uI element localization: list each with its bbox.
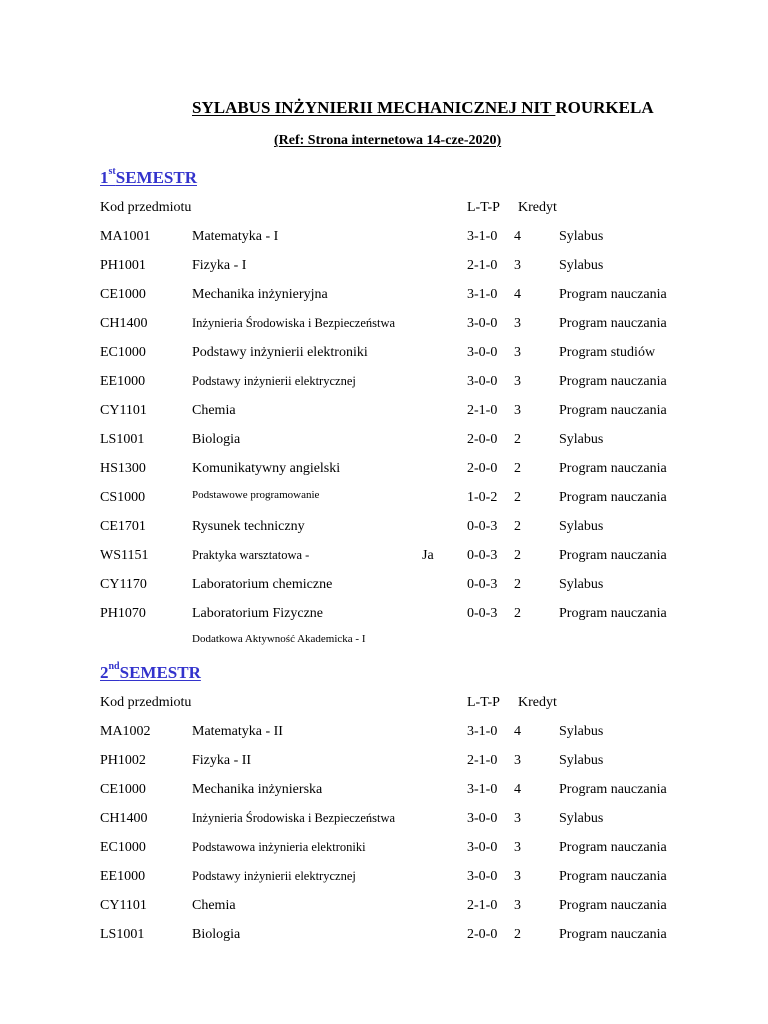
course-syllabus: Program nauczania [559,927,667,942]
course-code: PH1070 [100,606,146,621]
course-ltp: 3-0-0 [467,811,498,826]
semester-1-suffix: st [108,166,116,178]
table-row [0,753,768,773]
course-name: Inżynieria Środowiska i Bezpieczeństwa [192,316,396,330]
semester-2-number: 2 [100,663,109,682]
table-row [0,548,768,568]
course-name: Laboratorium chemiczne [192,577,333,592]
course-name: Chemia [192,403,236,418]
header-credit: Kredyt [518,200,557,215]
course-name: Komunikatywny angielski [192,461,341,476]
course-ltp: 0-0-3 [467,577,498,592]
semester-2-table-header [0,695,768,715]
course-syllabus: Program studiów [559,345,656,360]
course-syllabus: Sylabus [559,258,604,273]
table-row [0,432,768,452]
course-code: WS1151 [100,548,149,563]
table-row [0,782,768,802]
course-ltp: 3-0-0 [467,345,498,360]
course-credit: 4 [514,229,521,244]
course-code: CH1400 [100,316,148,331]
course-ltp: 3-0-0 [467,869,498,884]
semester-1-heading [100,168,197,188]
course-credit: 2 [514,577,521,592]
course-credit: 3 [514,258,521,273]
table-row [0,258,768,278]
course-syllabus: Sylabus [559,577,604,592]
course-syllabus: Program nauczania [559,782,667,797]
header-ltp: L-T-P [467,200,500,215]
course-ltp: 0-0-3 [467,548,498,563]
course-syllabus: Program nauczania [559,606,667,621]
course-code: CY1170 [100,577,147,592]
course-syllabus: Program nauczania [559,403,667,418]
table-row [0,345,768,365]
course-credit: 2 [514,548,521,563]
course-credit: 2 [514,432,521,447]
course-syllabus: Sylabus [559,753,604,768]
table-row [0,287,768,307]
course-ltp: 3-1-0 [467,724,498,739]
semester-1-label: SEMESTR [115,168,197,187]
course-name: Dodatkowa Aktywność Akademicka - I [192,633,366,645]
reference-note: (Ref: Strona internetowa 14-cze-2020) [274,133,502,148]
semester-1-number: 1 [100,168,109,187]
course-syllabus: Program nauczania [559,374,667,389]
course-ltp: 2-1-0 [467,403,498,418]
course-name: Podstawy inżynierii elektrycznej [192,869,356,883]
table-row [0,374,768,394]
header-credit: Kredyt [518,695,557,710]
course-syllabus: Program nauczania [559,316,667,331]
course-ltp: 0-0-3 [467,606,498,621]
course-syllabus: Sylabus [559,432,604,447]
semester-1-table-header [0,200,768,220]
course-credit: 2 [514,461,521,476]
document-title-rest: ROURKELA [555,98,654,117]
course-code: CS1000 [100,490,146,505]
course-code: PH1001 [100,258,146,273]
course-name: Mechanika inżynieryjna [192,287,328,302]
course-name: Podstawy inżynierii elektroniki [192,345,368,360]
course-name: Podstawowe programowanie [192,489,320,501]
table-row [0,461,768,481]
table-row [0,577,768,597]
table-row [0,927,768,947]
course-syllabus: Program nauczania [559,461,667,476]
course-name: Inżynieria Środowiska i Bezpieczeństwa [192,811,396,825]
course-syllabus: Sylabus [559,724,604,739]
course-ltp: 2-1-0 [467,898,498,913]
semester-2-suffix: nd [108,661,120,673]
course-code: CE1000 [100,782,146,797]
course-name: Matematyka - II [192,724,283,739]
course-name: Fizyka - I [192,258,247,273]
course-code: MA1001 [100,229,151,244]
course-name: Podstawowa inżynieria elektroniki [192,840,366,854]
table-row [0,633,768,653]
course-ltp: 3-0-0 [467,840,498,855]
course-credit: 3 [514,374,521,389]
header-code: Kod przedmiotu [100,200,192,215]
table-row [0,490,768,510]
course-name: Mechanika inżynierska [192,782,323,797]
course-name: Rysunek techniczny [192,519,305,534]
table-row [0,898,768,918]
course-syllabus: Program nauczania [559,287,667,302]
course-ltp: 3-0-0 [467,374,498,389]
table-row [0,869,768,889]
course-ltp: 3-1-0 [467,287,498,302]
course-code: MA1002 [100,724,151,739]
course-code: CE1000 [100,287,146,302]
course-name-fragment: Ja [422,548,434,563]
course-code: PH1002 [100,753,146,768]
course-syllabus: Sylabus [559,229,604,244]
course-syllabus: Program nauczania [559,898,667,913]
course-credit: 3 [514,345,521,360]
course-ltp: 2-1-0 [467,753,498,768]
course-syllabus: Program nauczania [559,548,667,563]
course-code: EE1000 [100,374,146,389]
header-ltp: L-T-P [467,695,500,710]
course-credit: 2 [514,490,521,505]
course-name: Biologia [192,432,241,447]
course-name: Biologia [192,927,241,942]
table-row [0,840,768,860]
course-name: Matematyka - I [192,229,279,244]
course-code: CY1101 [100,403,147,418]
course-code: EC1000 [100,345,146,360]
table-row [0,316,768,336]
course-ltp: 3-1-0 [467,782,498,797]
course-code: LS1001 [100,432,145,447]
document-title-underlined: SYLABUS INŻYNIERII MECHANICZNEJ NIT [192,98,556,117]
course-credit: 3 [514,753,521,768]
course-code: HS1300 [100,461,146,476]
course-code: CH1400 [100,811,148,826]
table-row [0,229,768,249]
semester-2-label: SEMESTR [119,663,201,682]
course-code: CY1101 [100,898,147,913]
course-credit: 2 [514,606,521,621]
course-syllabus: Sylabus [559,519,604,534]
document-title [192,98,654,118]
course-syllabus: Program nauczania [559,869,667,884]
course-syllabus: Program nauczania [559,840,667,855]
course-code: LS1001 [100,927,145,942]
course-name: Chemia [192,898,236,913]
course-code: EE1000 [100,869,146,884]
course-credit: 3 [514,316,521,331]
table-row [0,811,768,831]
course-credit: 2 [514,927,521,942]
course-ltp: 2-0-0 [467,927,498,942]
course-ltp: 2-0-0 [467,432,498,447]
course-credit: 4 [514,287,521,302]
course-ltp: 3-0-0 [467,316,498,331]
course-name: Praktyka warsztatowa - [192,548,310,562]
course-ltp: 0-0-3 [467,519,498,534]
header-code: Kod przedmiotu [100,695,192,710]
course-credit: 3 [514,869,521,884]
course-ltp: 2-1-0 [467,258,498,273]
course-syllabus: Sylabus [559,811,604,826]
course-name: Podstawy inżynierii elektrycznej [192,374,356,388]
semester-2-heading [100,663,201,683]
table-row [0,403,768,423]
course-name: Fizyka - II [192,753,252,768]
course-credit: 3 [514,898,521,913]
table-row [0,724,768,744]
course-syllabus: Program nauczania [559,490,667,505]
table-row [0,519,768,539]
course-credit: 4 [514,782,521,797]
table-row [0,606,768,626]
course-credit: 4 [514,724,521,739]
course-credit: 3 [514,811,521,826]
course-code: EC1000 [100,840,146,855]
course-ltp: 3-1-0 [467,229,498,244]
course-ltp: 1-0-2 [467,490,498,505]
course-credit: 3 [514,840,521,855]
course-code: CE1701 [100,519,146,534]
course-credit: 2 [514,519,521,534]
course-ltp: 2-0-0 [467,461,498,476]
course-credit: 3 [514,403,521,418]
course-name: Laboratorium Fizyczne [192,606,324,621]
